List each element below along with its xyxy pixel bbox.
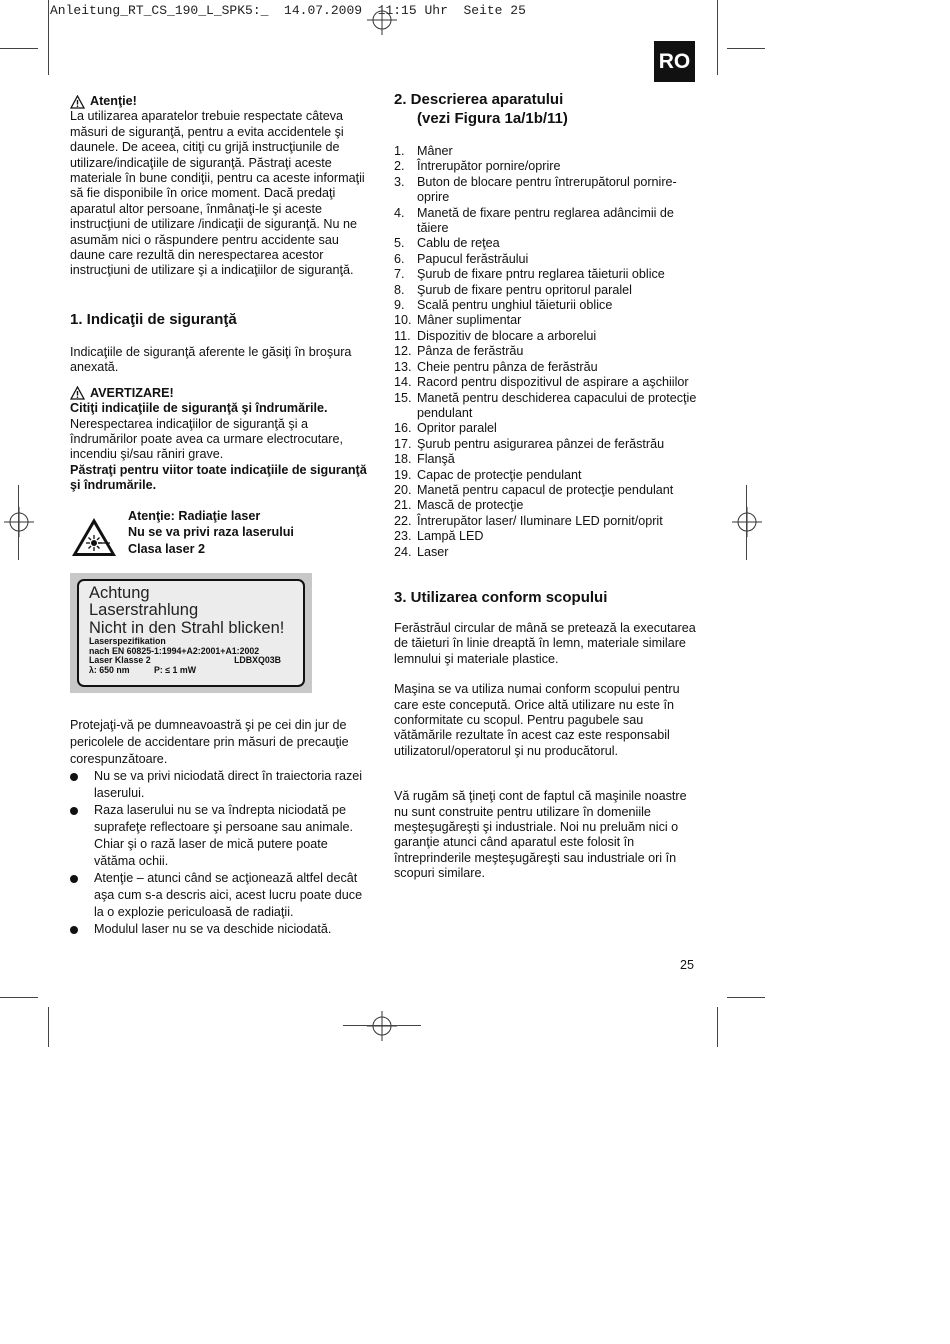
list-item-text: Nu se va privi niciodată direct în traiectoria razei laserului. bbox=[94, 768, 363, 800]
laser-warning-label bbox=[70, 573, 312, 693]
warning-triangle-icon bbox=[70, 95, 85, 109]
laser-warning-block bbox=[70, 508, 370, 558]
parts-item-label: Mâner suplimentar bbox=[417, 313, 522, 328]
parts-item-number: 14. bbox=[394, 375, 412, 390]
parts-list-item bbox=[394, 298, 704, 313]
bullet-icon bbox=[70, 807, 78, 815]
parts-list-item bbox=[394, 483, 704, 498]
label-spec: Laser Klasse 2 bbox=[89, 655, 151, 666]
parts-item-label: Şurub pentru asigurarea pânzei de ferăstrău bbox=[417, 436, 665, 451]
bullet-icon bbox=[70, 773, 78, 781]
parts-list-item bbox=[394, 529, 704, 544]
parts-item-label: Şurub de fixare pentru opritorul paralel bbox=[417, 282, 632, 297]
crop-mark bbox=[48, 1007, 49, 1047]
parts-item-label: Cablu de reţea bbox=[417, 236, 500, 251]
laser-warning-line: Atenţie: Radiaţie laser bbox=[128, 508, 261, 523]
left-column bbox=[70, 94, 370, 938]
parts-item-label: Racord pentru dispozitivul de aspirare a aşchiilor bbox=[417, 375, 689, 390]
parts-item-label: Întrerupător laser/ Iluminare LED pornit/oprit bbox=[417, 513, 663, 528]
parts-item-label: Scală pentru unghiul tăieturii oblice bbox=[417, 298, 613, 313]
protect-text: Protejaţi-vă pe dumneavoastră şi pe cei din jur de pericolele de accidentare prin măsuri de precauţie corespunzătoare. bbox=[70, 717, 349, 766]
parts-item-label: Cheie pentru pânza de ferăstrău bbox=[417, 359, 598, 374]
label-line: Nicht in den Strahl blicken! bbox=[89, 618, 285, 637]
section1-title: 1. Indicaţii de siguranţă bbox=[70, 310, 237, 328]
parts-list-item bbox=[394, 421, 704, 436]
parts-list-item bbox=[394, 159, 704, 174]
parts-item-number: 22. bbox=[394, 513, 412, 528]
list-item bbox=[70, 870, 370, 921]
parts-item-number: 11. bbox=[394, 328, 411, 343]
parts-item-label: Buton de blocare pentru întrerupătorul pornire-oprire bbox=[417, 174, 677, 205]
crop-mark bbox=[717, 1007, 718, 1047]
parts-item-label: Manetă de fixare pentru reglarea adâncimii de tăiere bbox=[417, 205, 674, 236]
crop-mark bbox=[727, 48, 765, 49]
parts-item-number: 15. bbox=[394, 390, 412, 405]
laser-hazard-icon bbox=[70, 516, 118, 558]
attention-heading bbox=[70, 94, 370, 109]
parts-list-item bbox=[394, 468, 704, 483]
parts-item-label: Flanşă bbox=[417, 452, 455, 467]
parts-item-number: 24. bbox=[394, 544, 412, 559]
section3-title: 3. Utilizarea conform scopului bbox=[394, 588, 608, 606]
crop-mark bbox=[717, 0, 718, 75]
list-item bbox=[70, 921, 370, 938]
section3-paragraph: Maşina se va utiliza numai conform scopului pentru care este concepută. Orice altă utilizare nu este în conformitate cu scopul. Pentru pagubele sau vătămările rezultate în acest caz este responsabil utilizatorul/operatorul şi nu producătorul. bbox=[394, 682, 680, 758]
crop-mark bbox=[343, 1025, 421, 1026]
label-spec-row bbox=[89, 666, 295, 676]
parts-list-item bbox=[394, 498, 704, 513]
parts-item-label: Laser bbox=[417, 544, 449, 559]
parts-item-number: 9. bbox=[394, 298, 405, 313]
list-item bbox=[70, 768, 370, 802]
section3-paragraph: Vă rugăm să ţineţi cont de faptul că maşinile noastre nu sunt construite pentru utilizare în domeniile meşteşugăreşti şi industriale. Noi nu preluăm nici o garanţie atunci când aparatul este folosit în întreprinderile meşteşugăreşti sau industriale ori în scopuri similare. bbox=[394, 789, 687, 881]
warning-triangle-icon bbox=[70, 386, 85, 400]
parts-item-number: 5. bbox=[394, 236, 405, 251]
list-item-text: Modulul laser nu se va deschide niciodată. bbox=[94, 921, 332, 936]
registration-mark-icon bbox=[367, 1011, 397, 1041]
page-number: 25 bbox=[680, 958, 695, 972]
language-badge: RO bbox=[654, 41, 695, 82]
parts-list-item bbox=[394, 267, 704, 282]
crop-mark bbox=[0, 997, 38, 998]
parts-list-item bbox=[394, 313, 704, 328]
parts-item-number: 18. bbox=[394, 452, 412, 467]
bullet-icon bbox=[70, 875, 78, 883]
parts-item-number: 10. bbox=[394, 313, 412, 328]
section1-text: Indicaţiile de siguranţă aferente le găsiţi în broşura anexată. bbox=[70, 344, 352, 375]
attention-title: Atenţie! bbox=[90, 94, 137, 108]
parts-item-number: 1. bbox=[394, 144, 405, 158]
warning-heading bbox=[70, 386, 370, 401]
list-item-text: Atenţie – atunci când se acţionează altfel decât aşa cum s-a descris aici, acest lucru poate duce la o explozie periculoasă de radiaţii. bbox=[94, 870, 363, 919]
parts-list-item bbox=[394, 252, 704, 267]
laser-class-line: Clasa laser 2 bbox=[128, 541, 206, 556]
parts-item-label: Papucul ferăstrăului bbox=[417, 251, 529, 266]
crop-mark bbox=[746, 485, 747, 560]
section2-subtitle: (vezi Figura 1a/1b/11) bbox=[417, 110, 568, 127]
bullet-icon bbox=[70, 926, 78, 934]
parts-list-item bbox=[394, 144, 704, 159]
parts-list-item bbox=[394, 514, 704, 529]
section2-title: 2. Descrierea aparatului bbox=[394, 91, 564, 108]
parts-item-number: 23. bbox=[394, 529, 412, 544]
parts-list-item bbox=[394, 375, 704, 390]
warning-keep-text: Păstraţi pentru viitor toate indicaţiile de siguranţă şi îndrumările. bbox=[70, 462, 367, 493]
parts-item-number: 7. bbox=[394, 267, 405, 282]
parts-item-label: Manetă pentru capacul de protecţie pendulant bbox=[417, 482, 674, 497]
parts-item-number: 19. bbox=[394, 467, 412, 482]
label-spec: λ: 650 nm bbox=[89, 664, 130, 675]
label-spec: Laserspezifikation bbox=[89, 636, 166, 647]
warning-bold-line: Citiţi indicaţiile de siguranţă şi îndrumările. bbox=[70, 401, 328, 416]
parts-item-label: Capac de protecţie pendulant bbox=[417, 467, 582, 482]
parts-item-label: Întrerupător pornire/oprire bbox=[417, 159, 561, 174]
parts-item-label: Manetă pentru deschiderea capacului de protecţie pendulant bbox=[417, 390, 697, 420]
laser-bullet-list bbox=[70, 768, 370, 938]
parts-item-number: 20. bbox=[394, 482, 412, 497]
warning-title: AVERTIZARE! bbox=[90, 385, 174, 400]
attention-text: La utilizarea aparatelor trebuie respectate câteva măsuri de siguranţă, pentru a evita accidentele şi daunele. De aceea, citiţi cu grijă instrucţiunile de utilizare/indicaţiile de siguranţă. Păstraţi aceste materiale în bune condiţii, pentru ca aceste informaţii să fie disponibile în orice moment. Dacă predaţi aparatul altor persoane, înmânaţi-le şi aceste instrucţiuni de utilizare /indicaţii de siguranţă. Nu ne asumăm nici o răspundere pentru accidente sau daune care rezultă din nerespectarea acestor instrucţiuni de utilizare şi a indicaţiilor de siguranţă. bbox=[70, 109, 365, 278]
label-spec: LDBXQ03B bbox=[234, 655, 281, 666]
section3-paragraph: Ferăstrăul circular de mână se pretează la executarea de tăieturi în linie dreaptă în lemn, materiale similare lemnului şi materiale plastice. bbox=[394, 620, 696, 666]
parts-item-label: Şurub de fixare pntru reglarea tăieturii oblice bbox=[417, 267, 665, 282]
parts-item-label: Lampă LED bbox=[417, 529, 484, 544]
parts-item-label: Opritor paralel bbox=[417, 421, 497, 436]
list-item bbox=[70, 802, 370, 870]
warning-text: Nerespectarea indicaţiilor de siguranţă şi a îndrumărilor poate avea ca urmare electrocutare, incendiu şi/sau răniri grave. bbox=[70, 416, 343, 462]
parts-item-label: Mască de protecţie bbox=[417, 498, 524, 513]
label-line: Laserstrahlung bbox=[89, 601, 199, 620]
print-slug-header: Anleitung_RT_CS_190_L_SPK5:_ 14.07.2009 11:15 Uhr Seite 25 bbox=[50, 3, 526, 18]
parts-item-number: 16. bbox=[394, 421, 412, 436]
parts-item-number: 8. bbox=[394, 282, 405, 297]
laser-warning-line: Nu se va privi raza laserului bbox=[128, 525, 294, 540]
list-item-text: Raza laserului nu se va îndrepta niciodată pe suprafeţe reflectoare şi persoane sau animale. Chiar şi o rază laser de mică putere poate vătăma ochii. bbox=[94, 802, 354, 868]
parts-item-number: 3. bbox=[394, 174, 405, 189]
parts-item-number: 13. bbox=[394, 359, 412, 374]
parts-item-number: 2. bbox=[394, 159, 405, 174]
parts-list-item bbox=[394, 283, 704, 298]
registration-mark-icon bbox=[4, 507, 34, 537]
parts-list-item bbox=[394, 360, 704, 375]
parts-item-number: 17. bbox=[394, 436, 412, 451]
parts-item-number: 21. bbox=[394, 498, 412, 513]
right-column bbox=[394, 90, 704, 882]
parts-item-number: 4. bbox=[394, 205, 405, 220]
parts-list-item bbox=[394, 452, 704, 467]
parts-list-item bbox=[394, 437, 704, 452]
registration-mark-icon bbox=[367, 5, 397, 35]
registration-mark-icon bbox=[732, 507, 762, 537]
parts-list-item bbox=[394, 391, 704, 422]
parts-list-item bbox=[394, 545, 704, 560]
parts-list-item bbox=[394, 175, 704, 206]
parts-list-item bbox=[394, 236, 704, 251]
crop-mark bbox=[48, 0, 49, 75]
parts-item-number: 12. bbox=[394, 344, 412, 359]
crop-mark bbox=[18, 485, 19, 560]
parts-item-label: Pânza de ferăstrău bbox=[417, 344, 524, 359]
parts-list-item bbox=[394, 329, 704, 344]
label-spec: nach EN 60825-1:1994+A2:2001+A1:2002 bbox=[89, 645, 260, 656]
crop-mark bbox=[727, 997, 765, 998]
parts-item-label: Dispozitiv de blocare a arborelui bbox=[417, 328, 597, 343]
parts-item-number: 6. bbox=[394, 251, 405, 266]
label-line: Achtung bbox=[89, 583, 150, 602]
parts-item-label: Mâner bbox=[417, 144, 453, 158]
parts-list-item bbox=[394, 206, 704, 237]
label-spec: P: ≤ 1 mW bbox=[154, 664, 197, 675]
parts-list-item bbox=[394, 344, 704, 359]
crop-mark bbox=[0, 48, 38, 49]
parts-list bbox=[394, 144, 704, 560]
